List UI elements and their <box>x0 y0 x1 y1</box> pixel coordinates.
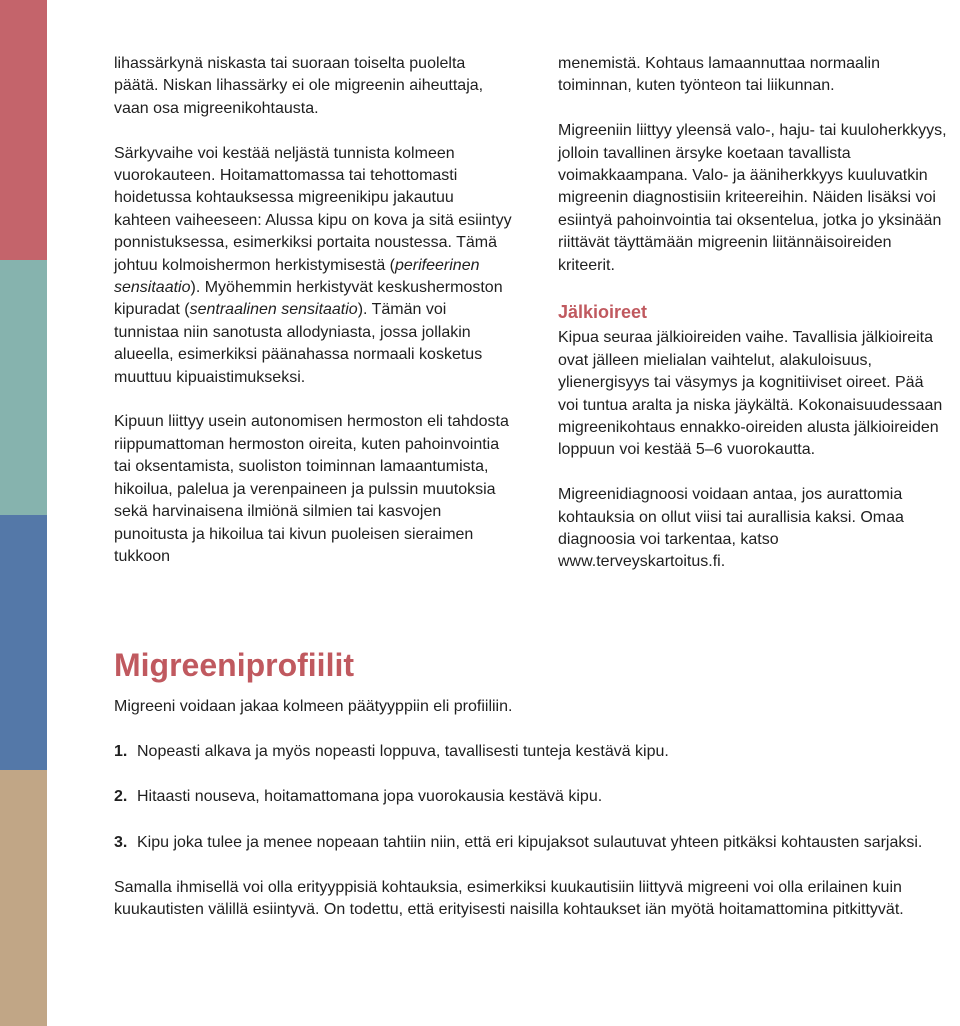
paragraph: Kipua seuraa jälkioireiden vaihe. Tavallisia jälkioireita ovat jälleen mielialan vaihtelut, alakuloisuus, ylienergisyys tai väsymys ja kognitiiviset oireet. Pää voi tuntua aralta ja niska jäykältä. Kokonaisuudessaan migreenikohtaus ennakko-oireiden alusta jälkioireiden loppuun voi kestää 5–6 vuorokautta. <box>558 329 943 459</box>
list-number: 1. <box>114 743 128 761</box>
closing-paragraph: Samalla ihmisellä voi olla erityyppisiä kohtauksia, esimerkiksi kuukautisiin liittyvä migreeni voi olla erilainen kuin kuukautisten välillä esiintyvä. On todettu, että erityisesti naisilla kohtaukset iän myötä hoitamattomina pitkittyvät. <box>114 878 904 919</box>
paragraph <box>114 143 514 389</box>
color-stripe-teal <box>0 260 47 515</box>
profiles-section <box>114 644 944 945</box>
list-number: 3. <box>114 833 128 851</box>
text-run: ). Myöhemmin herkistyvät keskushermoston kipuradat ( <box>114 279 503 319</box>
color-stripe-red <box>0 0 47 260</box>
list-text: Kipu joka tulee ja menee nopeaan tahtiin niin, että eri kipujaksot sulautuvat yhteen pitkäksi kohtausten sarjaksi. <box>137 833 923 851</box>
paragraph: Migreenidiagnoosi voidaan antaa, jos aurattomia kohtauksia on ollut viisi tai aurallisia kaksi. Omaa diagnoosia voi tarkentaa, katso www.terveyskartoitus.fi. <box>558 486 904 571</box>
section-intro: Migreeni voidaan jakaa kolmeen päätyyppiin eli profiiliin. <box>114 698 513 715</box>
subheading-jalkioireet: Jälkioireet <box>558 302 648 323</box>
color-stripe-blue <box>0 515 47 770</box>
text-run: ). Tämän voi tunnistaa niin sanotusta allodyniasta, jossa jollakin alueella, esimerkiksi päänahassa normaali kosketus muuttuu kipuaistimukseksi. <box>114 301 483 386</box>
list-item <box>114 741 944 764</box>
left-text-column <box>114 53 514 568</box>
list-item <box>114 832 944 855</box>
italic-term: sentraalinen sensitaatio <box>189 301 358 319</box>
paragraph: lihassärkynä niskasta tai suoraan toiselta puolelta päätä. Niskan lihassärky ei ole migreenin aiheuttaja, vaan osa migreenikohtausta. <box>114 55 484 117</box>
section-title: Migreeniprofiilit <box>114 647 354 683</box>
italic-term: perifeerinen sensitaatio <box>114 256 480 297</box>
list-item <box>114 786 944 809</box>
profile-list <box>114 741 944 854</box>
paragraph: Migreeniin liittyy yleensä valo-, haju- tai kuuloherkkyys, jolloin tavallinen ärsyke koetaan tavallista voimakkaampana. Valo- ja ääniherkkyys kuuluvatkin migreenin diagnostisiin kriteereihin. Näiden lisäksi voi esiintyä pahoinvointia tai oksentelua, jotka jo yksinään riittävät täyttämään migreenin liitännäisoireiden kriteerit. <box>558 122 947 274</box>
color-stripe-tan <box>0 770 47 1026</box>
text-run: Särkyvaihe voi kestää neljästä tunnista kolmeen vuorokauteen. Hoitamattomassa tai tehottomasti hoidetussa kohtauksessa migreenikipu jakautuu kahteen vaiheeseen: Alussa kipu on kova ja sitä esiintyy ponnistuksessa, esimerkiksi portaita noustessa. Tämä johtuu kolmoishermon herkistymisestä ( <box>114 144 512 274</box>
paragraph: Kipuun liittyy usein autonomisen hermoston eli tahdosta riippumattoman hermoston oireita, kuten pahoinvointia tai oksentamista, suoliston toiminnan lamaantumista, hikoilua, palelua ja verenpaineen ja pulssin muutoksia sekä harvinaisena ilmiönä silmien tai kasvojen punoitusta ja hikoilua tai kivun puoleisen sieraimen tukkoon <box>114 413 509 565</box>
list-text: Hitaasti nouseva, hoitamattomana jopa vuorokausia kestävä kipu. <box>137 788 603 806</box>
right-text-column <box>558 53 948 574</box>
paragraph: menemistä. Kohtaus lamaannuttaa normaalin toiminnan, kuten työnteon tai liikunnan. <box>558 55 880 95</box>
list-text: Nopeasti alkava ja myös nopeasti loppuva, tavallisesti tunteja kestävä kipu. <box>137 743 669 761</box>
list-number: 2. <box>114 788 128 806</box>
